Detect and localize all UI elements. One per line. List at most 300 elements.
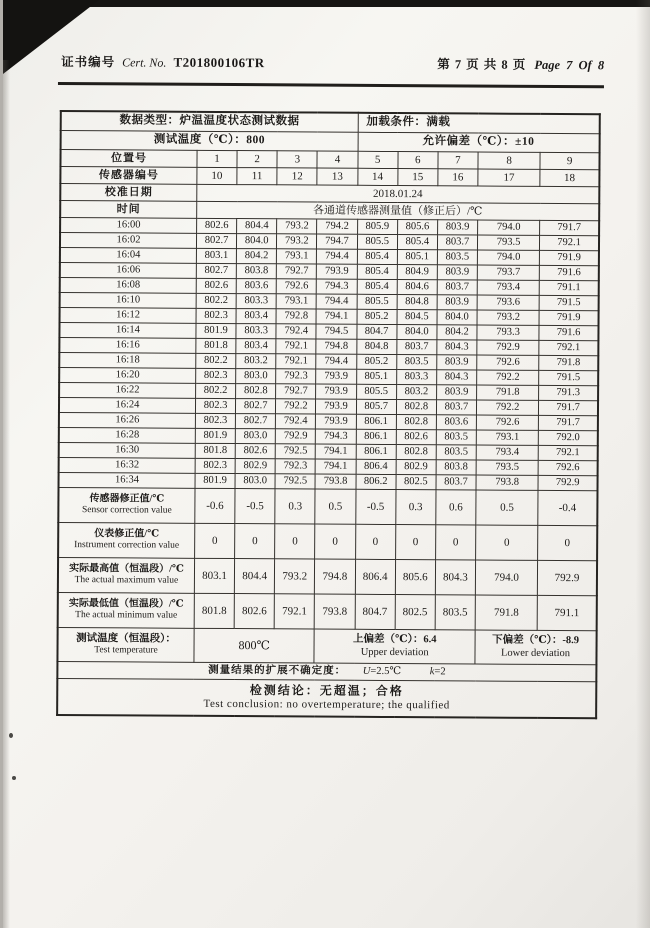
- reading-value: 792.8: [276, 309, 316, 324]
- reading-value: 806.1: [356, 414, 396, 429]
- calibration-date: 2018.01.24: [197, 184, 600, 203]
- summary-value: 0: [315, 524, 355, 559]
- reading-value: 792.2: [276, 399, 316, 414]
- summary-label: [58, 557, 195, 593]
- reading-value: 803.9: [437, 265, 477, 280]
- reading-value: 794.3: [317, 279, 357, 294]
- reading-value: 802.8: [396, 400, 436, 415]
- summary-value: 0: [195, 523, 235, 558]
- summary-value: 804.7: [355, 594, 395, 629]
- summary-value: 794.0: [475, 560, 537, 595]
- reading-value: 801.8: [195, 443, 235, 458]
- reading-value: 791.6: [540, 265, 599, 280]
- test-data-table: [56, 110, 601, 719]
- reading-value: 803.6: [436, 415, 476, 430]
- position-cell: 1: [197, 150, 237, 167]
- reading-value: 792.1: [538, 445, 597, 460]
- reading-value: 794.4: [316, 354, 356, 369]
- reading-value: 803.5: [436, 445, 476, 460]
- summary-row: [58, 557, 597, 595]
- scan-speck: [12, 776, 16, 780]
- reading-value: 794.7: [317, 234, 357, 249]
- conclusion-cn: 检测结论：无超温；合格: [249, 683, 404, 699]
- reading-value: 793.8: [315, 474, 355, 489]
- scanned-page: [3, 0, 650, 928]
- uncertainty-u-symbol: U: [362, 665, 371, 677]
- sensor-cell: 11: [237, 168, 277, 185]
- reading-value: 792.9: [477, 340, 539, 355]
- test-temperature-cell: 测试温度（℃）：800: [61, 130, 358, 151]
- summary-row: [58, 522, 597, 560]
- reading-value: 804.4: [237, 219, 277, 234]
- reading-value: 792.7: [277, 264, 317, 279]
- reading-value: 803.5: [436, 430, 476, 445]
- reading-value: 792.9: [538, 475, 597, 490]
- reading-value: 792.1: [276, 339, 316, 354]
- reading-value: 803.0: [236, 369, 276, 384]
- upper-deviation-cn: 上偏差（℃）：6.4: [353, 634, 437, 646]
- reading-value: 792.1: [540, 235, 599, 250]
- reading-value: 803.4: [236, 339, 276, 354]
- reading-value: 793.9: [316, 384, 356, 399]
- reading-time: 16:16: [59, 337, 196, 353]
- uncertainty-u-value: =2.5℃: [370, 665, 402, 678]
- reading-value: 802.5: [396, 475, 436, 490]
- scan-speck: [9, 733, 13, 738]
- reading-value: 804.3: [437, 370, 477, 385]
- test-temp-value: 800℃: [194, 628, 315, 663]
- reading-time: 16:26: [59, 412, 196, 428]
- summary-label-en: Sensor correction value: [81, 505, 172, 516]
- upper-deviation-en: Upper deviation: [360, 646, 429, 658]
- reading-value: 793.1: [276, 294, 316, 309]
- reading-value: 803.9: [437, 220, 477, 235]
- data-type-cell: 数据类型：炉温温度状态测试数据: [61, 111, 358, 132]
- reading-value: 802.3: [195, 458, 235, 473]
- reading-value: 794.1: [315, 459, 355, 474]
- reading-value: 805.2: [357, 309, 397, 324]
- load-condition-cell: 加载条件：满载: [358, 113, 600, 134]
- reading-value: 805.6: [397, 220, 437, 235]
- reading-value: 794.2: [317, 219, 357, 234]
- reading-value: 803.9: [437, 295, 477, 310]
- deviation-row: [57, 627, 596, 664]
- reading-value: 801.9: [195, 428, 235, 443]
- reading-value: 794.3: [316, 429, 356, 444]
- sensor-cell: 13: [317, 168, 357, 185]
- reading-value: 792.6: [538, 460, 597, 475]
- position-cell: 2: [237, 151, 277, 168]
- reading-value: 793.9: [317, 264, 357, 279]
- reading-time: 16:14: [59, 322, 196, 338]
- position-label: 位置号: [60, 149, 197, 167]
- summary-label-cn: 实际最低值（恒温段）/℃: [68, 597, 184, 610]
- reading-value: 805.9: [357, 219, 397, 234]
- reading-value: 804.5: [397, 310, 437, 325]
- reading-value: 802.6: [396, 430, 436, 445]
- reading-value: 792.5: [275, 474, 315, 489]
- summary-value: 0.3: [275, 489, 315, 524]
- reading-value: 802.8: [236, 384, 276, 399]
- reading-value: 802.6: [235, 444, 275, 459]
- summary-label-cn: 仪表修正值/℃: [94, 528, 160, 540]
- reading-time: 16:10: [60, 292, 197, 308]
- reading-value: 803.7: [437, 235, 477, 250]
- reading-value: 792.6: [477, 355, 539, 370]
- summary-value: 0: [355, 524, 395, 559]
- reading-value: 803.7: [397, 340, 437, 355]
- reading-value: 805.1: [356, 369, 396, 384]
- reading-value: 792.6: [476, 415, 538, 430]
- test-temp-label: [57, 627, 194, 662]
- summary-label-en: The actual maximum value: [74, 575, 179, 587]
- summary-label-en: The actual minimum value: [75, 610, 178, 622]
- reading-value: 793.1: [277, 249, 317, 264]
- reading-value: 792.0: [538, 430, 597, 445]
- reading-value: 791.7: [539, 400, 598, 415]
- reading-value: 792.4: [276, 324, 316, 339]
- uncertainty-k-symbol: k: [429, 666, 435, 678]
- reading-value: 803.8: [436, 460, 476, 475]
- reading-value: 791.9: [539, 310, 598, 325]
- summary-row: [58, 487, 597, 525]
- summary-value: 791.8: [475, 595, 537, 630]
- summary-value: 801.8: [194, 593, 234, 628]
- reading-value: 803.3: [396, 370, 436, 385]
- reading-value: 804.3: [437, 340, 477, 355]
- conclusion-en: Test conclusion: no overtemperature; the qualified: [203, 697, 450, 712]
- reading-value: 802.6: [197, 218, 237, 233]
- reading-value: 805.5: [356, 384, 396, 399]
- sensor-label: 传感器编号: [60, 166, 197, 184]
- summary-label-cn: 实际最高值（恒温段）/℃: [69, 562, 184, 575]
- reading-value: 806.2: [356, 474, 396, 489]
- summary-value: 802.5: [395, 595, 435, 630]
- reading-time: 16:06: [60, 262, 197, 278]
- reading-value: 794.8: [316, 339, 356, 354]
- summary-row: [58, 592, 597, 630]
- reading-value: 805.2: [356, 354, 396, 369]
- reading-value: 805.5: [357, 234, 397, 249]
- reading-value: 792.5: [275, 444, 315, 459]
- reading-value: 793.9: [316, 399, 356, 414]
- reading-value: 792.1: [539, 340, 598, 355]
- summary-value: 0.3: [396, 490, 436, 525]
- page-header: [61, 52, 604, 74]
- reading-value: 803.7: [436, 400, 476, 415]
- reading-value: 804.6: [397, 280, 437, 295]
- reading-value: 804.2: [437, 325, 477, 340]
- reading-time: 16:24: [59, 397, 196, 413]
- reading-value: 801.9: [195, 473, 235, 488]
- summary-value: 792.1: [274, 594, 314, 629]
- reading-value: 806.4: [356, 459, 396, 474]
- reading-value: 802.2: [196, 383, 236, 398]
- summary-value: 803.1: [194, 558, 234, 593]
- summary-label: [58, 522, 195, 558]
- reading-value: 804.9: [397, 265, 437, 280]
- reading-value: 791.8: [539, 355, 598, 370]
- reading-value: 793.2: [277, 234, 317, 249]
- summary-value: 0: [435, 525, 475, 560]
- summary-value: 0.6: [436, 490, 476, 525]
- summary-value: 803.5: [435, 595, 475, 630]
- reading-value: 794.4: [316, 294, 356, 309]
- reading-value: 804.0: [397, 325, 437, 340]
- summary-label: [58, 592, 195, 628]
- reading-value: 793.2: [477, 310, 539, 325]
- uncertainty-prefix: 测量结果的扩展不确定度：: [208, 664, 347, 677]
- reading-value: 793.1: [476, 430, 538, 445]
- reading-value: 791.6: [539, 325, 598, 340]
- reading-value: 802.2: [196, 353, 236, 368]
- summary-value: 805.6: [395, 560, 435, 595]
- scan-shadow-left: [3, 60, 10, 928]
- header-rule: [58, 82, 604, 88]
- summary-value: 791.1: [537, 595, 596, 630]
- reading-value: 805.5: [357, 294, 397, 309]
- sensor-cell: 17: [478, 169, 540, 186]
- reading-value: 793.5: [477, 235, 539, 250]
- reading-value: 804.8: [397, 295, 437, 310]
- test-temp-label-en: Test temperature: [94, 645, 158, 656]
- reading-value: 805.4: [357, 249, 397, 264]
- reading-value: 801.8: [196, 338, 236, 353]
- position-cell: 9: [540, 152, 599, 169]
- reading-value: 803.2: [236, 354, 276, 369]
- reading-value: 794.1: [316, 309, 356, 324]
- reading-value: 791.5: [539, 370, 598, 385]
- reading-value: 802.2: [196, 293, 236, 308]
- reading-value: 792.3: [276, 369, 316, 384]
- reading-value: 792.6: [276, 279, 316, 294]
- reading-time: 16:02: [60, 232, 197, 248]
- lower-deviation-cn: 下偏差（℃）：-8.9: [492, 635, 580, 647]
- reading-value: 803.0: [235, 429, 275, 444]
- sensor-cell: 12: [277, 168, 317, 185]
- reading-value: 804.2: [236, 249, 276, 264]
- lower-deviation-en: Lower deviation: [500, 647, 571, 659]
- position-cell: 5: [358, 151, 398, 168]
- reading-value: 803.0: [235, 474, 275, 489]
- position-cell: 3: [277, 151, 317, 168]
- reading-value: 791.3: [539, 385, 598, 400]
- reading-value: 794.4: [317, 249, 357, 264]
- summary-value: -0.5: [355, 489, 395, 524]
- summary-value: 0: [476, 525, 538, 560]
- page-number-cn: 第 7 页 共 8 页: [437, 57, 527, 72]
- reading-value: 794.0: [478, 220, 540, 235]
- reading-value: 794.0: [477, 250, 539, 265]
- summary-value: 0: [538, 525, 597, 560]
- table-head-rows: [60, 111, 600, 221]
- summary-value: 0.5: [315, 489, 355, 524]
- reading-value: 802.8: [396, 415, 436, 430]
- test-temp-label-cn: 测试温度（恒温段）：: [76, 633, 176, 645]
- reading-time: 16:34: [59, 472, 196, 488]
- reading-time: 16:30: [59, 442, 196, 458]
- summary-value: 0: [235, 524, 275, 559]
- reading-value: 791.1: [539, 280, 598, 295]
- conclusion-cell: [57, 678, 596, 718]
- cert-label-en: Cert. No.: [122, 55, 167, 70]
- calibration-label: 校准日期: [60, 183, 197, 201]
- scan-edge-top: [3, 0, 650, 7]
- reading-value: 803.7: [436, 475, 476, 490]
- reading-value: 792.1: [276, 354, 316, 369]
- reading-value: 802.7: [236, 399, 276, 414]
- readings-body: [59, 217, 600, 490]
- cert-number: T201800106TR: [173, 54, 265, 71]
- reading-value: 791.9: [540, 250, 599, 265]
- cert-label-cn: 证书编号: [61, 54, 116, 70]
- summary-value: -0.4: [538, 490, 597, 525]
- reading-value: 803.8: [236, 264, 276, 279]
- cert-number-line: [61, 52, 265, 72]
- summary-value: 0.5: [476, 490, 538, 525]
- allowed-deviation-cell: 允许偏差（℃）：±10: [358, 132, 600, 152]
- reading-value: 805.4: [357, 279, 397, 294]
- reading-value: 805.4: [357, 264, 397, 279]
- reading-value: 792.7: [276, 384, 316, 399]
- position-cell: 8: [478, 152, 540, 169]
- reading-value: 802.3: [195, 413, 235, 428]
- reading-value: 802.7: [196, 233, 236, 248]
- reading-value: 802.3: [196, 368, 236, 383]
- reading-value: 803.1: [196, 248, 236, 263]
- reading-value: 792.2: [477, 370, 539, 385]
- reading-value: 793.8: [476, 475, 538, 490]
- summary-value: 0: [275, 524, 315, 559]
- reading-value: 792.2: [476, 400, 538, 415]
- summary-value: -0.6: [195, 488, 235, 523]
- summary-value: -0.5: [235, 489, 275, 524]
- reading-value: 806.1: [356, 444, 396, 459]
- reading-value: 793.3: [477, 325, 539, 340]
- page-number-en: Page 7 Of 8: [534, 57, 605, 73]
- reading-value: 803.5: [437, 250, 477, 265]
- upper-deviation-cell: [314, 629, 475, 664]
- reading-time: 16:08: [60, 277, 197, 293]
- summary-value: 792.9: [538, 560, 597, 595]
- summary-body: [58, 487, 598, 630]
- sensor-cell: 16: [438, 169, 478, 186]
- summary-label-en: Instrument correction value: [74, 540, 180, 552]
- time-label: 时间: [60, 200, 197, 218]
- reading-value: 793.6: [477, 295, 539, 310]
- summary-value: 806.4: [355, 559, 395, 594]
- reading-value: 804.0: [237, 234, 277, 249]
- reading-value: 802.3: [195, 398, 235, 413]
- reading-value: 803.5: [396, 355, 436, 370]
- reading-time: 16:04: [60, 247, 197, 263]
- reading-value: 805.1: [397, 250, 437, 265]
- scan-shadow-right: [636, 0, 650, 928]
- conclusion-row: [57, 678, 596, 718]
- reading-value: 802.6: [196, 278, 236, 293]
- reading-value: 791.8: [477, 385, 539, 400]
- channels-header: 各通道传感器测量值（修正后）/℃: [197, 201, 600, 220]
- table-foot-rows: [57, 627, 597, 718]
- reading-time: 16:32: [59, 457, 196, 473]
- sensor-cell: 15: [398, 169, 438, 186]
- reading-value: 793.4: [476, 445, 538, 460]
- reading-value: 805.7: [356, 399, 396, 414]
- sensor-cell: 10: [197, 167, 237, 184]
- position-cell: 6: [398, 152, 438, 169]
- reading-time: 16:20: [59, 367, 196, 383]
- position-cell: 4: [317, 151, 357, 168]
- uncertainty-k-value: =2: [434, 666, 446, 678]
- reading-value: 803.7: [437, 280, 477, 295]
- reading-time: 16:00: [60, 217, 197, 233]
- page-number-line: [437, 54, 604, 74]
- reading-value: 802.8: [396, 445, 436, 460]
- reading-value: 806.1: [356, 429, 396, 444]
- reading-value: 802.9: [235, 459, 275, 474]
- reading-value: 793.4: [477, 280, 539, 295]
- sensor-cell: 18: [540, 169, 599, 186]
- reading-value: 802.7: [196, 263, 236, 278]
- reading-value: 803.9: [436, 385, 476, 400]
- reading-value: 793.2: [277, 219, 317, 234]
- reading-value: 802.9: [396, 460, 436, 475]
- reading-value: 803.2: [396, 385, 436, 400]
- reading-value: 804.8: [356, 339, 396, 354]
- summary-value: 793.2: [275, 559, 315, 594]
- reading-value: 792.3: [275, 459, 315, 474]
- sensor-cell: 14: [357, 168, 397, 185]
- reading-time: 16:28: [59, 427, 196, 443]
- reading-value: 803.3: [236, 324, 276, 339]
- summary-value: 804.4: [234, 559, 274, 594]
- reading-value: 791.5: [539, 295, 598, 310]
- reading-value: 793.5: [476, 460, 538, 475]
- reading-value: 805.4: [397, 235, 437, 250]
- summary-value: 804.3: [435, 560, 475, 595]
- reading-value: 804.0: [437, 310, 477, 325]
- reading-value: 794.1: [316, 444, 356, 459]
- reading-value: 803.3: [236, 294, 276, 309]
- reading-time: 16:22: [59, 382, 196, 398]
- reading-value: 794.5: [316, 324, 356, 339]
- reading-value: 803.9: [437, 355, 477, 370]
- reading-value: 802.3: [196, 308, 236, 323]
- reading-time: 16:18: [59, 352, 196, 368]
- reading-time: 16:12: [60, 307, 197, 323]
- reading-value: 804.7: [357, 324, 397, 339]
- reading-value: 793.9: [316, 414, 356, 429]
- summary-value: 794.8: [315, 559, 355, 594]
- position-cell: 7: [438, 152, 478, 169]
- reading-value: 801.9: [196, 323, 236, 338]
- reading-value: 802.7: [235, 414, 275, 429]
- reading-value: 792.4: [276, 414, 316, 429]
- summary-label: [58, 487, 195, 523]
- summary-value: 0: [395, 525, 435, 560]
- reading-value: 793.9: [316, 369, 356, 384]
- summary-value: 802.6: [234, 594, 274, 629]
- reading-value: 792.9: [276, 429, 316, 444]
- reading-value: 791.7: [540, 220, 599, 235]
- summary-label-cn: 传感器修正值/℃: [89, 492, 165, 505]
- reading-value: 791.7: [539, 415, 598, 430]
- summary-value: 793.8: [315, 594, 355, 629]
- reading-value: 793.7: [477, 265, 539, 280]
- lower-deviation-cell: [475, 630, 597, 665]
- reading-value: 803.4: [236, 309, 276, 324]
- reading-value: 803.6: [236, 279, 276, 294]
